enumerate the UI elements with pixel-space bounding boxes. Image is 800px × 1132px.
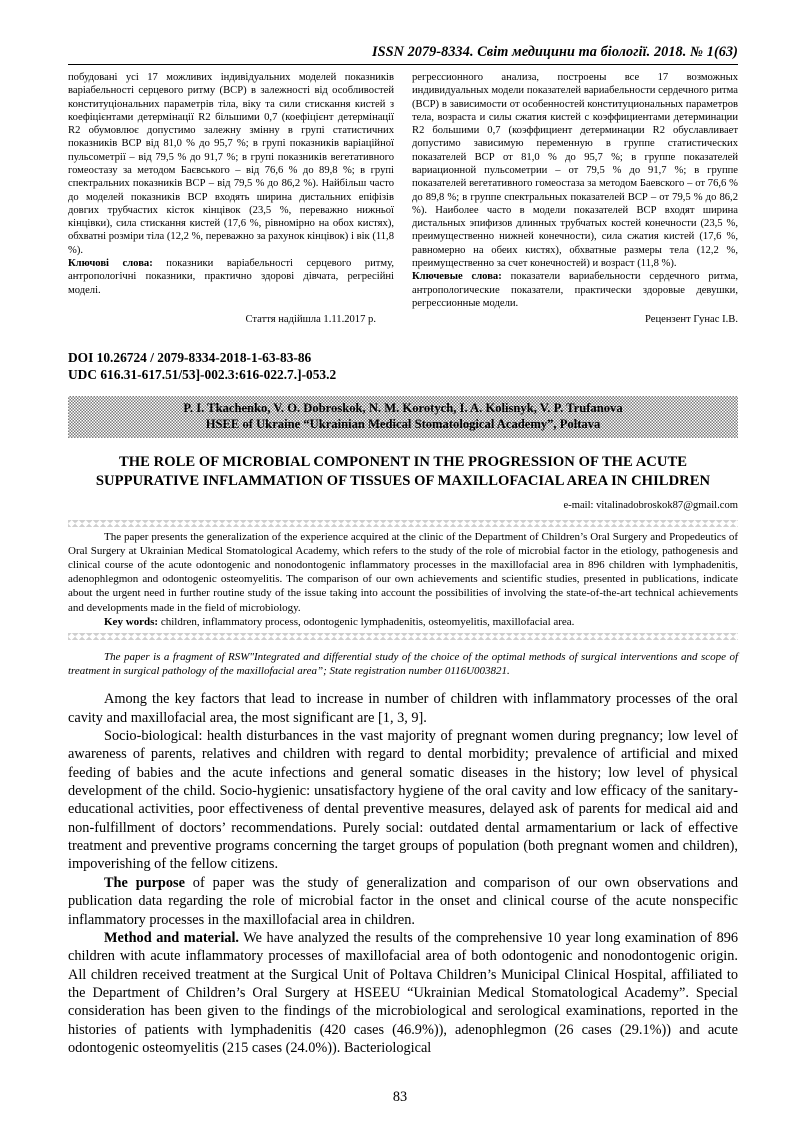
abstract-ru-keywords — [412, 270, 738, 310]
keywords-label-en: Key words: — [104, 615, 159, 628]
received-date: Стаття надійшла 1.11.2017 р. — [245, 314, 376, 326]
article-title-line-2: SUPPURATIVE INFLAMMATION OF TISSUES OF MAXILLOFACIAL AREA IN CHILDREN — [95, 472, 711, 489]
page-number: 83 — [392, 1089, 408, 1105]
zigzag-divider-bottom — [68, 633, 738, 640]
body-paragraph-1: Among the key factors that lead to increase in number of children with inflammatory processes of the oral cavity and maxillofacial area, the most significant are [1, 3, 9]. — [68, 691, 738, 726]
corresponding-email[interactable]: e-mail: vitalinadobroskok87@gmail.com — [563, 499, 738, 511]
keywords-label-ru: Ключевые слова: — [412, 271, 502, 283]
keywords-text-ua: показники варіабельності серцевого ритму, антропологічні показники, практично здорові дівчата, регресійні моделі. — [68, 257, 394, 296]
keywords-label-ua: Ключові слова: — [68, 257, 153, 269]
header-rule — [68, 64, 738, 65]
article-body — [68, 690, 738, 1057]
purpose-label: The purpose — [104, 874, 185, 891]
abstract-ua-body: побудовані усі 17 можливих індивідуальних моделей показників варіабельності серцевого ритму (ВСР) в залежності від особливостей конституціональних параметрів тіла, віку та сили стискання кистей з коефіцієнтами детермінації R2 більшими 0,7 (коефіцієнт детермінації R2 обумовлює допустимо залежну змінну в групі статистичних показників ВСР від 81,0 % до 95,7 %; в групі показників варіаційної пульсометрії – від 79,5 % до 91,7 %; в групі показників вегетативного гомеостазу за методом Баєвського – від 76,6 % до 89,8 %; в групі спектральних показників ВСР – від 79,5 % до 86,2 %). Найбільш часто до моделей показників ВСР входять ширина дистальних епіфізів довгих трубчастих кісток кінцівок (23,5 %, переважно нижньої кінцівки), сила стискання кистей (17,6 %, рівномірно на обох кистях), обхватні розміри тіла (12,2 %, переважно за рахунок кінцівок) і вік (11,8 %). — [68, 72, 394, 256]
keywords-text-en: children, inflammatory process, odontogenic lymphadenitis, osteomyelitis, maxillofacial area. — [158, 615, 575, 628]
abstract-ua-keywords — [68, 257, 394, 297]
purpose-text: of paper was the study of generalization and comparison of our own observations and publication data regarding the role of microbial factor in the onset and clinical course of the acute nonspecific inflammatory processes in the maxillofacial area in children. — [68, 874, 738, 928]
doi-line: DOI 10.26724 / 2079-8334-2018-1-63-83-86 — [68, 350, 312, 366]
abstract-english — [68, 530, 738, 629]
submission-meta-row — [68, 314, 738, 325]
abstract-column-ukrainian — [68, 71, 394, 310]
abstract-column-russian — [412, 71, 738, 310]
body-paragraph-2: Socio-biological: health disturbances in the vast majority of pregnant women during pregnancy; low level of awareness of parents, relatives and children with regard to dental morbidity; prevalence of artificial and mixed feeding of babies and the acute infections and general somatic diseases in the history; low level of physical development of the child. Socio-hygienic: unsatisfactory hygiene of the oral cavity and low efficacy of the sanitary-educational activities, poor effectiveness of dental preventive measures, delayed ask of parents for medical aid and non-fulfillment of doctors’ recommendations. Purely social: outdated dental armamentarium or lack of effective treatment and preventive programs concerning the target groups of population (both pregnant women and children), impoverishing of the fellow citizens. — [68, 727, 738, 873]
body-paragraph-3 — [68, 874, 738, 929]
funding-note-text: The paper is a fragment of RSW"Integrated and differential study of the choice of the optimal methods of surgical interventions and scope of treatment in surgical pathology of the maxillofacial area”; State registration number 0116U003821. — [68, 650, 738, 678]
reviewer-name: Рецензент Гунас І.В. — [645, 314, 738, 326]
article-title-line-1: THE ROLE OF MICROBIAL COMPONENT IN THE PROGRESSION OF THE ACUTE — [118, 453, 688, 470]
funding-note — [68, 650, 738, 678]
zigzag-divider-top — [68, 520, 738, 527]
author-affiliation-band — [68, 396, 738, 438]
page-content — [68, 44, 738, 1057]
udc-line: UDC 616.31-617.51/53]-002.3:616-022.7.]-053.2 — [68, 367, 337, 383]
method-text: We have analyzed the results of the comprehensive 10 year long examination of 896 children with acute inflammatory processes of maxillofacial area of both odontogenic and nonodontogenic origin. All children received treatment at the Surgical Unit of Poltava Children’s Municipal Clinical Hospital, affiliated to the Department of Children’s Oral Surgery at HSEEU “Ukrainian Medical Stomatological Academy”. Special consideration has been given to the findings of the microbiological and serological examinations, reported in the histories of patients with lymphadenitis (420 cases (46.9%)), adenophlegmon (26 cases (29.1%)) and acute odontogenic osteomyelitis (215 cases (24.0%)). Bacteriological — [68, 929, 739, 1057]
keywords-text-ru: показатели вариабельности сердечного ритма, антропологические показатели, практически здоровые девушки, регрессионные модели. — [412, 271, 739, 309]
method-label: Method and material. — [104, 929, 239, 946]
bilingual-abstract-columns — [68, 71, 738, 310]
identifier-block — [68, 349, 738, 384]
author-affiliation: HSEE of Ukraine “Ukrainian Medical Stomatological Academy”, Poltava — [205, 417, 601, 432]
author-names: P. I. Tkachenko, V. O. Dobroskok, N. M. Korotych, I. A. Kolisnyk, V. P. Trufanova — [183, 400, 623, 415]
abstract-en-keywords — [68, 615, 738, 629]
abstract-ru-body: регрессионного анализа, построены все 17 возможных индивидуальных модели показателей вариабельности сердечного ритма (ВСР) в зависимости от особенностей конституциональных параметров тела, возраста и силы сжатия кистей с коэффициентами детерминации R2 большими 0,7 (коэффициент детерминации R2 обуславливает допустимо зависимую переменную в группе статистических показателей ВСР от 81,0 % до 95,7 %; в группе показателей вариационной пульсометрии – от 79,5 % до 91,7 %; в группе показателей вегетативного гомеостаза за методом Баевского – от 76,6 % до 89,8 %; в группе спектральных показателей ВСР – от 79,5 % до 86,2 %). Наиболее часто в модели показателей ВСР входят ширина дистальных эпифизов длинных трубчатых костей конечности (23,5 %, преимущественно нижней конечности), сила сжатия кистей (17,6 %, равномерно на обеих кистях), обхватные размеры тела (12,2 %, преимущественно за счет конечностей) и возраст (11,8 %). — [412, 72, 738, 269]
article-title — [68, 453, 738, 491]
abstract-en-body: The paper presents the generalization of the experience acquired at the clinic of the Department of Children’s Oral Surgery and Propedeutics of Oral Surgery at Ukrainian Medical Stomatological Academy, which refers to the study of the role of microbial factor in the etiology, pathogenesis and clinical course of the acute odontogenic and nonodontogenic inflammatory processes in the maxillofacial area in 896 children with lymphadenitis, adenophlegmon and odontogenic osteomyelitis. The comparison of our own achievements and scientific studies, presented in publications, indicate about the urgent need in further routine study of the issue taking into account the possibilities of involving the state-of-the-art technical achievements and developments made in the field of microbiology. — [68, 530, 738, 614]
body-paragraph-4 — [68, 929, 738, 1058]
running-head: ISSN 2079-8334. Світ медицини та біології. 2018. № 1(63) — [371, 44, 738, 60]
